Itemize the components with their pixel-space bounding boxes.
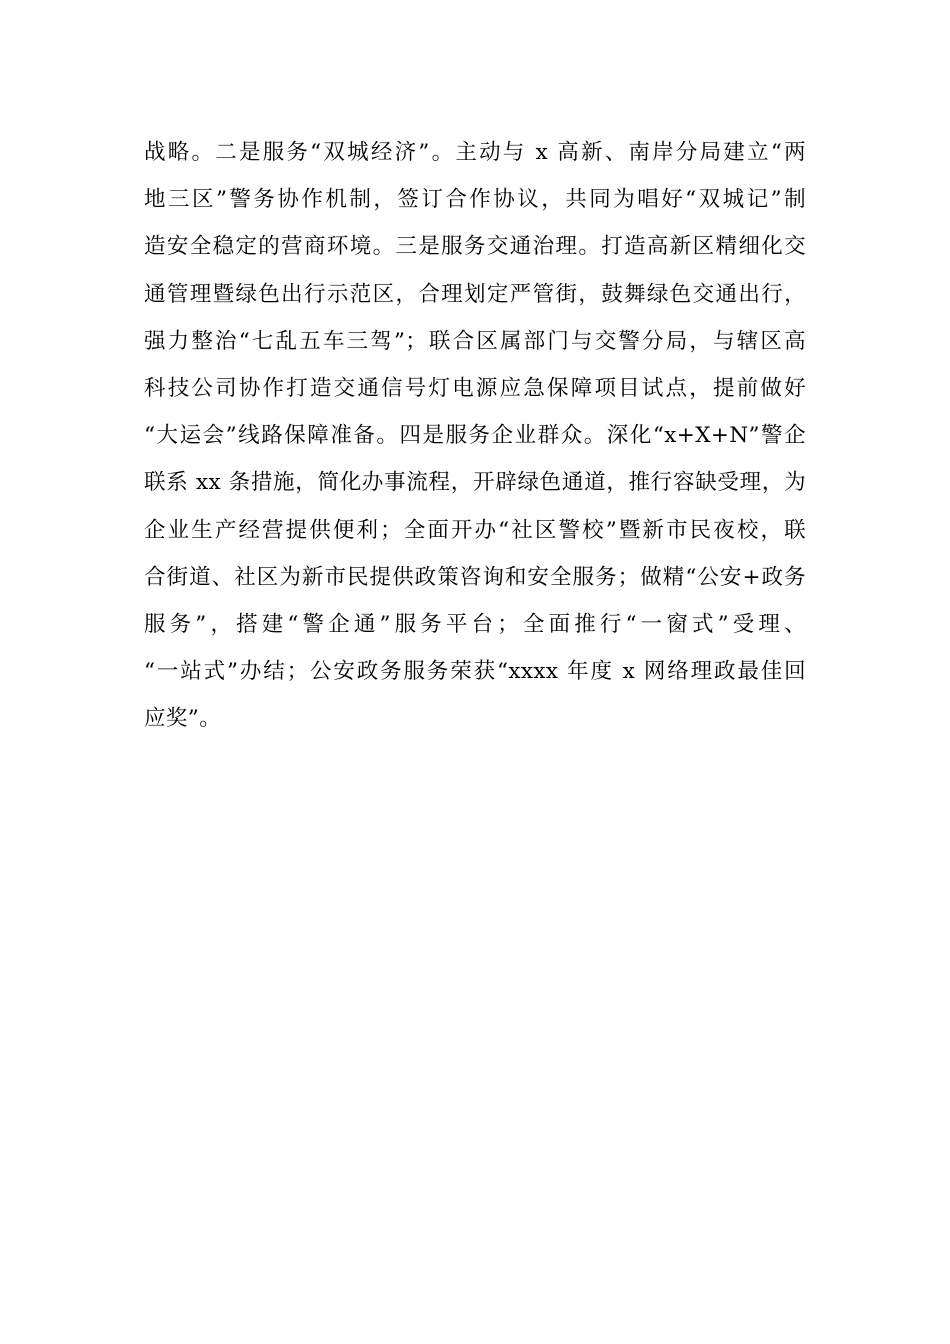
paragraph-line: 强力整治“七乱五车三驾”；联合区属部门与交警分局，与辖区高 (144, 328, 806, 354)
paragraph-line: 服务”，搭建“警企通”服务平台；全面推行“一窗式”受理、 (144, 611, 806, 637)
paragraph-line: 战略。二是服务“双城经济”。主动与 x 高新、南岸分局建立“两 (144, 140, 806, 165)
paragraph-line-last: 应奖”。 (144, 706, 222, 732)
paragraph-line: 造安全稳定的营商环境。三是服务交通治理。打造高新区精细化交 (144, 234, 806, 260)
paragraph-line: 企业生产经营提供便利；全面开办“社区警校”暨新市民夜校，联 (144, 517, 806, 543)
paragraph-line: 合街道、社区为新市民提供政策咨询和安全服务；做精“公安+政务 (144, 564, 806, 590)
paragraph-line: “大运会”线路保障准备。四是服务企业群众。深化“x+X+N”警企 (144, 423, 806, 449)
paragraph-line: 地三区”警务协作机制，签订合作协议，共同为唱好“双城记”制 (144, 187, 806, 213)
body-paragraph (144, 129, 806, 742)
paragraph-line: 通管理暨绿色出行示范区，合理划定严管街，鼓舞绿色交通出行， (144, 281, 806, 307)
paragraph-line: 联系 xx 条措施，简化办事流程，开辟绿色通道，推行容缺受理，为 (144, 470, 806, 496)
paragraph-line: “一站式”办结；公安政务服务荣获“xxxx 年度 x 网络理政最佳回 (144, 659, 806, 685)
paragraph-line: 科技公司协作打造交通信号灯电源应急保障项目试点，提前做好 (144, 375, 806, 401)
